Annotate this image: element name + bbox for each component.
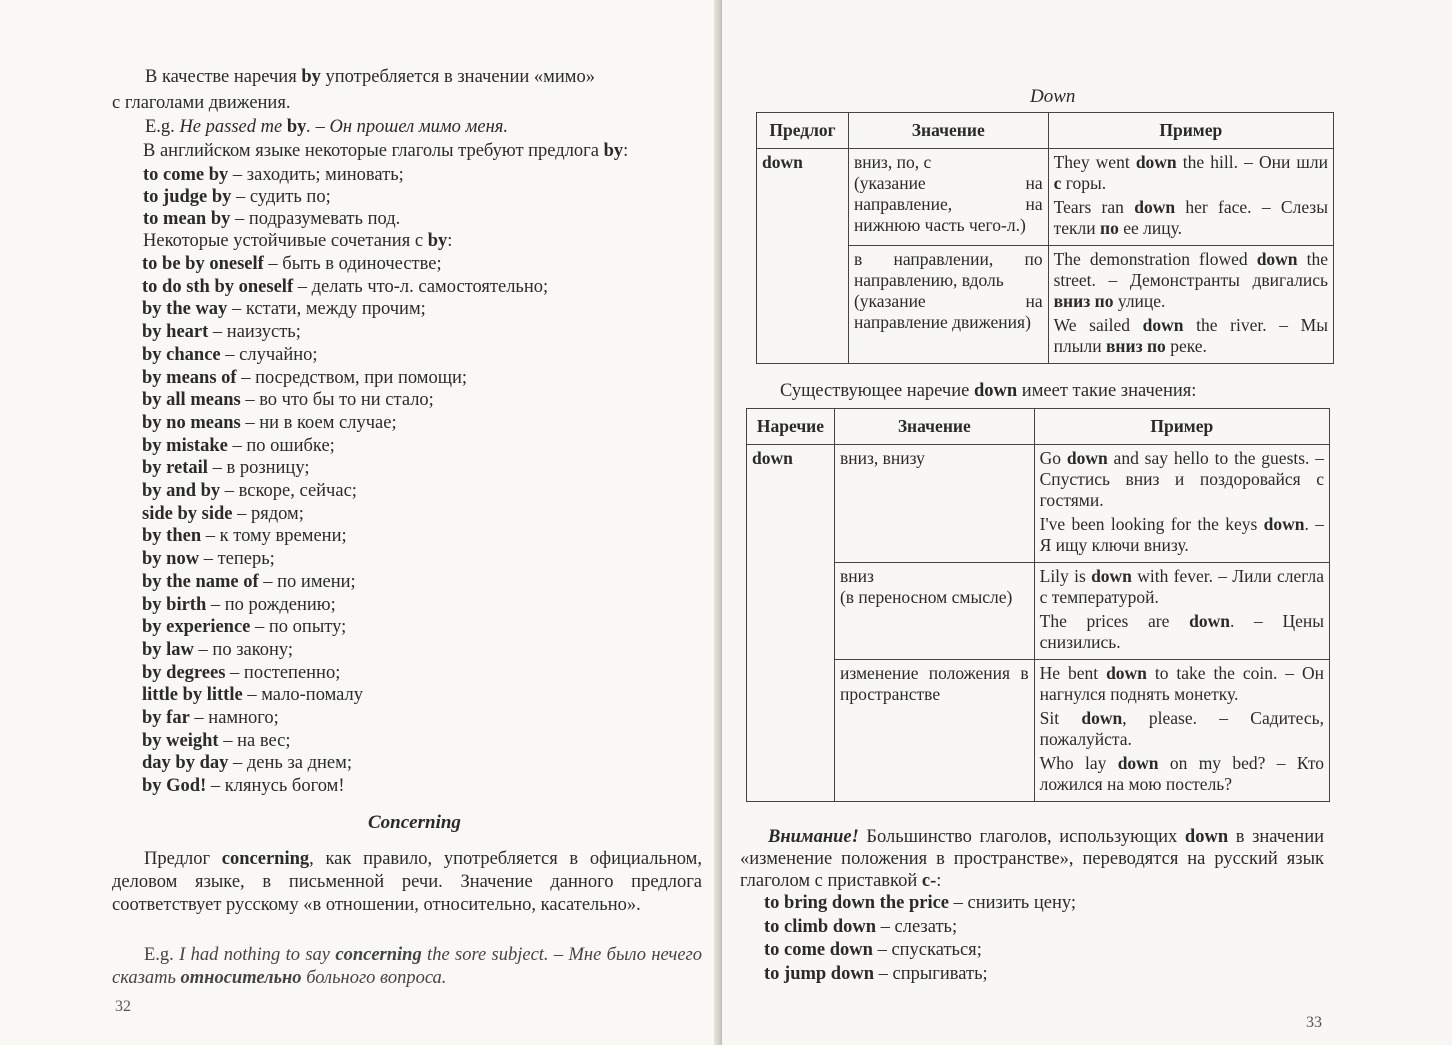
verb-ru: – слезать;: [876, 916, 958, 937]
column-header: Значение: [834, 409, 1034, 445]
example-text: Who lay: [1039, 753, 1118, 773]
example-text: and say hello to the guests. – Спустись вниз и поздоровайся с гостями.: [1039, 448, 1325, 510]
example-cell: [1034, 660, 1329, 802]
verbs-intro-text: :: [623, 141, 629, 161]
example-term: down: [1142, 315, 1184, 335]
phrase-en: little by little: [142, 685, 243, 706]
meaning-line: вниз: [839, 566, 874, 586]
phrase-item: [142, 616, 346, 638]
phrase-ru: – наизусть;: [208, 322, 301, 343]
phrase-en: side by side: [142, 503, 233, 524]
phrase-item: [142, 253, 442, 275]
phrase-en: by chance: [142, 344, 221, 365]
adverb-intro-text: Существующее наречие: [780, 381, 974, 401]
example-text: her face. – Слезы текли: [1053, 197, 1328, 238]
example: [1040, 514, 1324, 556]
verb-item: [143, 208, 400, 230]
meaning-cell: [834, 563, 1034, 660]
phrase-en: by the name of: [142, 571, 259, 592]
phrase-item: [142, 639, 293, 661]
para-text: Предлог: [144, 849, 222, 869]
meaning-line: (указание на направление движения): [853, 291, 1043, 332]
adverb-intro: [780, 380, 1196, 402]
page-number-left: 32: [115, 998, 131, 1015]
example: [1040, 566, 1324, 608]
phrase-en: to do sth by oneself: [142, 276, 294, 297]
example-term: down: [1091, 566, 1132, 586]
table-row: [747, 563, 1330, 660]
word-cell: down: [747, 445, 835, 802]
phrase-ru: – рядом;: [232, 503, 304, 524]
phrase-en: by retail: [142, 458, 208, 479]
term-down: down: [1184, 827, 1229, 847]
phrase-item: [142, 594, 336, 616]
phrase-en: by God!: [142, 776, 207, 797]
phrase-en: by degrees: [142, 662, 226, 683]
phrase-en: by the way: [142, 299, 228, 320]
phrase-item: [142, 503, 304, 525]
table-row: [757, 149, 1334, 246]
phrase-item: [142, 662, 340, 684]
concerning-paragraph: [112, 848, 702, 917]
column-header: Пример: [1048, 113, 1333, 149]
meaning-line: (в переносном смысле): [839, 587, 1013, 607]
concerning-heading: Concerning: [368, 812, 461, 833]
example: [1054, 197, 1328, 239]
attention-text: :: [936, 871, 942, 891]
example: [1054, 315, 1328, 357]
example-term: вниз по: [1105, 336, 1166, 356]
phrase-item: [142, 684, 363, 706]
eg-label: E.g.: [144, 945, 180, 965]
example-text: Go: [1039, 448, 1067, 468]
phrase-ru: – вскоре, сейчас;: [220, 481, 357, 501]
term-by: by: [603, 141, 624, 161]
phrase-ru: – постепенно;: [225, 662, 341, 683]
phrases-intro-text: :: [447, 231, 453, 251]
phrase-en: to be by oneself: [142, 254, 264, 274]
phrase-item: [142, 548, 275, 570]
phrases-intro: [143, 230, 452, 252]
example-term: down: [1081, 708, 1123, 728]
attention-note: [740, 826, 1324, 892]
phrase-ru: – случайно;: [220, 344, 318, 365]
example-term: вниз по: [1053, 291, 1114, 311]
example-term: down: [1117, 753, 1159, 773]
example-term: down: [1263, 514, 1305, 534]
example-text: on my bed? – Кто ложился на мою постель?: [1039, 753, 1324, 794]
example-text: with fever. – Лили слегла с температурой.: [1039, 566, 1324, 607]
example-text: Lily is: [1039, 566, 1092, 586]
intro-text: В качестве наречия: [145, 67, 302, 87]
column-header: Пример: [1034, 409, 1329, 445]
example-ru: – Мне было нечего сказать: [112, 945, 703, 988]
verb-ru: – снизить цену;: [949, 893, 1077, 913]
phrase-ru: – кстати, между прочим;: [227, 299, 426, 320]
verb-ru: – судить по;: [231, 187, 331, 207]
phrase-en: by experience: [142, 617, 251, 638]
example-term: по: [1100, 218, 1119, 238]
right-page: [722, 0, 1452, 1045]
phrase-ru: – по опыту;: [250, 617, 347, 638]
phrase-ru: – намного;: [189, 708, 279, 728]
example-text: Sit: [1039, 708, 1082, 728]
table-row: [747, 660, 1330, 802]
word-cell: down: [757, 149, 849, 364]
meaning-cell: [834, 445, 1034, 563]
phrase-item: [142, 276, 548, 298]
phrase-ru: – мало-помалу: [242, 685, 364, 706]
example-text: to take the coin. – Он нагнулся поднять монетку.: [1039, 663, 1324, 704]
phrase-ru: – по имени;: [258, 571, 356, 592]
term-concerning: concerning: [221, 849, 310, 869]
phrase-item: [142, 435, 335, 457]
example: [1040, 663, 1324, 705]
phrase-ru: – ни в коем случае;: [240, 412, 397, 433]
example-text: I've been looking for the keys: [1039, 514, 1264, 534]
meaning-line: вниз, внизу: [839, 448, 925, 468]
phrase-ru: – посредством, при помощи;: [236, 367, 467, 388]
phrase-en: by means of: [142, 367, 237, 388]
intro-line-2: с глаголами движения.: [112, 93, 291, 113]
example-text: Tears ran: [1053, 197, 1135, 217]
example-text: . – Я ищу ключи внизу.: [1039, 514, 1324, 555]
attention-label: Внимание!: [768, 827, 859, 847]
phrase-en: by and by: [142, 481, 221, 501]
meaning-line: (указание на направление, на нижнюю часть чего-л.): [853, 173, 1043, 235]
verb-ru: – спускаться;: [872, 940, 982, 960]
verb-item: [143, 186, 331, 208]
column-header: Наречие: [747, 409, 835, 445]
phrase-item: [142, 367, 467, 389]
meaning-line: вниз, по, с: [853, 152, 932, 172]
example-2: [112, 944, 702, 990]
example-text: . – Цены снизились.: [1039, 611, 1325, 652]
phrase-en: by far: [142, 708, 190, 728]
verbs-intro: [143, 140, 628, 162]
phrase-en: by mistake: [142, 435, 228, 456]
example: [1040, 611, 1324, 653]
example-term: с: [1053, 173, 1062, 193]
example-text: улице.: [1113, 291, 1166, 311]
example: [1040, 753, 1324, 795]
eg-label: E.g.: [145, 117, 180, 137]
phrase-item: [142, 389, 434, 411]
attention-text: Большинство глаголов, использующих: [858, 827, 1185, 847]
phrase-en: by all means: [142, 390, 241, 411]
example-1: [145, 116, 508, 138]
example-text: горы.: [1061, 173, 1107, 193]
phrase-en: by now: [142, 549, 200, 570]
phrase-en: by weight: [142, 730, 219, 751]
example-text: , please. – Садитесь, пожалуйста.: [1039, 708, 1324, 749]
meaning-cell: [834, 660, 1034, 802]
example-text: The demonstration flowed: [1053, 249, 1257, 269]
phrase-ru: – по закону;: [193, 639, 294, 660]
table-row: [747, 445, 1330, 563]
phrase-ru: – к тому времени;: [201, 526, 347, 547]
intro-line-1: [145, 66, 595, 88]
example-en: the sore subject.: [421, 945, 549, 965]
preposition-table: [756, 112, 1334, 364]
example-term: down: [1106, 663, 1147, 683]
example-term: down: [1066, 448, 1108, 468]
phrase-item: [142, 775, 344, 797]
column-header: Значение: [848, 113, 1048, 149]
example-cell: [1048, 149, 1333, 246]
phrase-ru: – по ошибке;: [227, 435, 335, 456]
example-ru-term: относительно: [180, 968, 302, 988]
table-header-row: [757, 113, 1334, 149]
phrase-ru: – теперь;: [199, 549, 275, 570]
phrase-item: [142, 707, 279, 729]
phrase-item: [142, 752, 352, 774]
example: [1040, 448, 1324, 511]
example-term: down: [1189, 611, 1230, 631]
example-text: ее лицу.: [1118, 218, 1182, 238]
phrase-item: [142, 730, 290, 752]
example-ru: . – Он прошел мимо меня.: [306, 117, 508, 137]
verb-en: to climb down: [764, 916, 877, 937]
phrases-intro-text: Некоторые устойчивые сочетания с: [143, 231, 428, 251]
example-en: I had nothing to say: [179, 945, 336, 965]
example-text: They went: [1053, 152, 1136, 172]
verb-en: to come down: [764, 940, 873, 960]
meaning-cell: [848, 149, 1048, 246]
table-header-row: [747, 409, 1330, 445]
example: [1040, 708, 1324, 750]
example-en: He passed me: [179, 117, 287, 137]
phrase-item: [142, 321, 301, 343]
term-down: down: [973, 381, 1018, 401]
phrase-ru: – клянусь богом!: [206, 776, 345, 797]
example-term: down: [1134, 197, 1176, 217]
example-term: concerning: [335, 945, 422, 965]
phrase-ru: – во что бы то ни стало;: [240, 390, 434, 411]
example-text: реке.: [1165, 336, 1207, 356]
phrase-ru: – день за днем;: [228, 753, 352, 774]
phrase-item: [142, 298, 426, 320]
phrase-item: [142, 457, 309, 479]
phrase-en: by birth: [142, 594, 207, 615]
example-text: The prices are: [1039, 611, 1190, 631]
example: [1054, 249, 1328, 312]
verb-en: to judge by: [143, 187, 232, 207]
down-verb-item: [764, 963, 988, 985]
phrase-en: by then: [142, 526, 202, 547]
intro-text: употребляется в значении «мимо»: [320, 67, 595, 87]
verbs-intro-text: В английском языке некоторые глаголы требуют предлога: [143, 141, 604, 161]
left-page: [0, 0, 722, 1045]
phrase-en: by no means: [142, 412, 241, 433]
verb-en: to jump down: [764, 963, 874, 984]
verb-ru: – спрыгивать;: [874, 963, 988, 984]
verb-ru: – заходить; миновать;: [228, 165, 404, 185]
attention-text: в значении «изменение положения в пространстве», переводятся на русский язык глаголом с приставкой: [740, 827, 1324, 891]
example-term: by: [286, 117, 307, 137]
page-number-right: 33: [1306, 1014, 1322, 1031]
verb-ru: – подразумевать под.: [230, 209, 401, 229]
term-prefix: с-: [921, 871, 937, 891]
adverb-table: [746, 408, 1330, 802]
phrase-en: day by day: [142, 753, 229, 774]
down-verb-item: [764, 892, 1076, 914]
verb-en: to mean by: [143, 209, 231, 229]
down-verb-item: [764, 916, 957, 938]
example-text: We sailed: [1053, 315, 1143, 335]
meaning-line: изменение положения в пространстве: [839, 663, 1029, 704]
example-term: down: [1135, 152, 1177, 172]
phrase-ru: – по рождению;: [206, 594, 336, 615]
example-term: down: [1256, 249, 1298, 269]
phrase-item: [142, 480, 357, 502]
phrase-item: [142, 344, 318, 366]
phrase-ru: – делать что-л. самостоятельно;: [293, 276, 549, 297]
example-ru: больного вопроса.: [301, 968, 447, 988]
example-cell: [1034, 563, 1329, 660]
term-by: by: [427, 231, 448, 251]
verb-en: to bring down the price: [764, 893, 949, 913]
adverb-intro-text: имеет такие значения:: [1017, 381, 1197, 401]
phrase-item: [142, 412, 397, 434]
example: [1054, 152, 1328, 194]
down-verb-item: [764, 939, 982, 961]
term-by: by: [301, 67, 321, 87]
verb-item: [143, 164, 404, 186]
phrase-en: by law: [142, 639, 194, 660]
example-text: He bent: [1039, 663, 1107, 683]
example-text: the hill. – Они шли: [1176, 152, 1328, 172]
example-text: the river. – Мы плыли: [1053, 315, 1328, 356]
phrase-ru: – быть в одиночестве;: [263, 254, 442, 274]
para-text: , как правило, употребляется в официальном, деловом языке, в письменной речи. Значение данного предлога соответствует русскому «в отношении, относительно, касательно».: [112, 849, 702, 915]
phrase-item: [142, 525, 347, 547]
example-cell: [1034, 445, 1329, 563]
phrase-ru: – в розницу;: [207, 458, 310, 479]
verb-en: to come by: [143, 165, 229, 185]
meaning-line: в направлении, по направлению, вдоль: [853, 249, 1043, 290]
meaning-cell: [848, 246, 1048, 364]
phrase-en: by heart: [142, 322, 209, 343]
phrase-item: [142, 571, 356, 593]
example-text: the street. – Демонстранты двигались: [1053, 249, 1328, 290]
phrase-ru: – на вес;: [218, 730, 291, 751]
example-cell: [1048, 246, 1333, 364]
column-header: Предлог: [757, 113, 849, 149]
down-heading: Down: [1030, 86, 1076, 107]
